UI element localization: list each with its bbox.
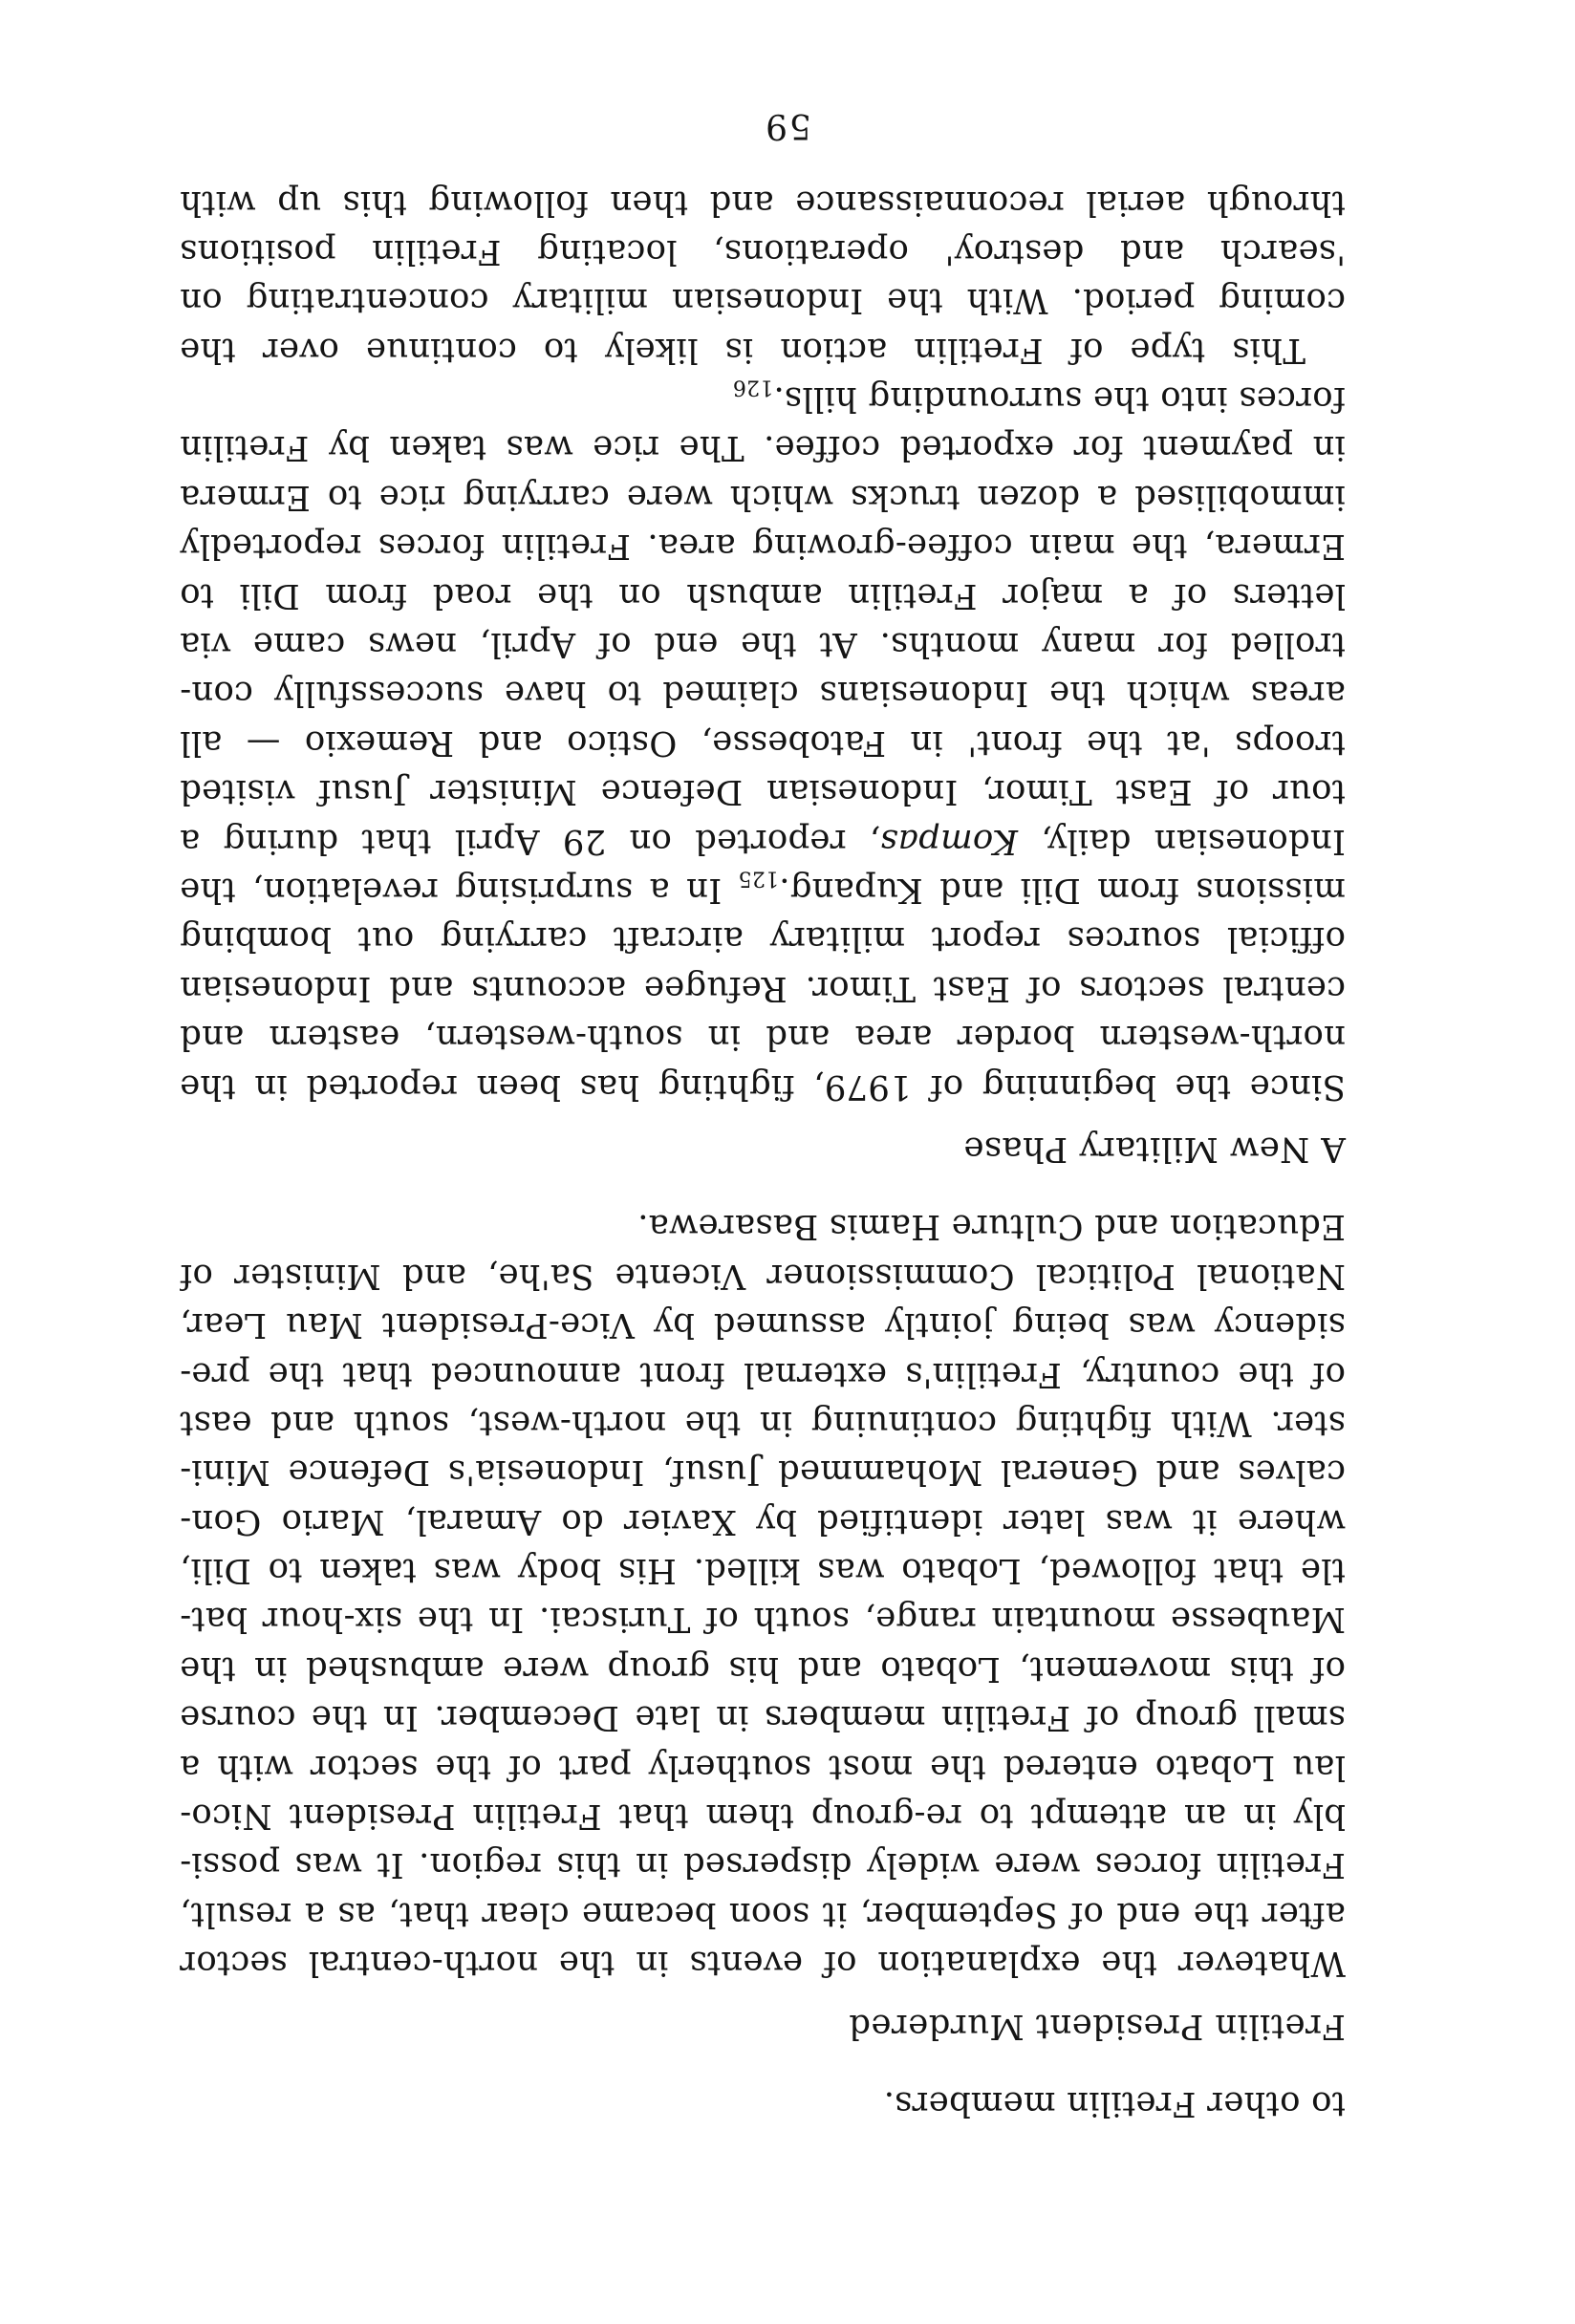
text-fragment: , reported on 29 April that during a (180, 821, 881, 861)
text-line: through aerial reconnaissance and then following this up with (180, 183, 1346, 223)
text-line: Since the beginning of 1979, fighting has been reported in the (180, 1066, 1346, 1107)
text-line: after the end of September, it soon became clear that, as a result, (180, 1894, 1346, 1934)
body-text (180, 178, 1346, 2128)
text-line: trolled for many months. At the end of April, news came via (180, 625, 1346, 665)
text-line: calves and General Mohammed Jusuf, Indonesia's Defence Mini- (180, 1452, 1346, 1493)
footnote-ref: 126 (732, 375, 774, 399)
text-line: Whatever the explanation of events in the north-central sector (180, 1944, 1346, 1984)
text-line: sidency was being jointly assumed by Vice-President Mau Lear, (180, 1305, 1346, 1345)
text-line: National Political Commissioner Vicente Sa'he, and Minister of (180, 1256, 1346, 1296)
text-fragment: In a surprising revelation, the (180, 871, 739, 911)
text-line: Ermera, the main coffee-growing area. Fretilin forces reportedly (180, 527, 1346, 567)
text-line: Maubesse mountain range, south of Turiscai. In the six-hour bat- (180, 1600, 1346, 1640)
text-line: ster. With fighting continuing in the north-west, south and east (180, 1403, 1346, 1443)
text-line: coming period. With the Indonesian military concentrating on (180, 281, 1346, 321)
footnote-ref: 125 (738, 866, 780, 891)
text-line: troops 'at the front' in Fatobesse, Ostico and Remexio — all (180, 722, 1346, 763)
text-line: of this movement, Lobato and his group were ambushed in the (180, 1648, 1346, 1689)
section-heading-fretilin-president-murdered: Fretilin President Murdered (848, 2006, 1346, 2046)
paragraph-fretilin-president (180, 1202, 1346, 1988)
text-line: central sectors of East Timor. Refugee accounts and Indonesian (180, 968, 1346, 1008)
text-line: tour of East Timor, Indonesian Defence Minister Jusuf visited (180, 772, 1346, 812)
paragraph-fretilin-action (180, 178, 1346, 375)
text-line: This type of Fretilin action is likely to continue over the (180, 330, 1305, 370)
newspaper-name: Kompas (880, 821, 1019, 861)
text-line: in payment for exported coffee. The rice was taken by Fretilin (180, 428, 1346, 468)
text-line: bly in an attempt to re-group them that Fretilin President Nico- (180, 1797, 1346, 1837)
text-line: small group of Fretilin members in late December. In the course (180, 1698, 1346, 1738)
text-line: tle that followed, Lobato was killed. His body was taken to Dili, (180, 1551, 1346, 1591)
text-line (180, 375, 1346, 423)
text-fragment: missions from Dili and Kupang. (779, 871, 1346, 911)
text-line: official sources report military aircraft carrying out bombing (180, 919, 1346, 959)
text-line: Education and Culture Hamis Basarewa. (637, 1207, 1346, 1247)
section-heading-new-military-phase: A New Military Phase (963, 1129, 1346, 1169)
text-line: immobilised a dozen trucks which were carrying rice to Ermera (180, 477, 1346, 517)
page-number: 59 (764, 106, 811, 145)
text-line: 'search and destroy' operations, locating Fretilin positions (180, 231, 1346, 271)
text-line (180, 866, 1346, 915)
text-line: areas which the Indonesians claimed to have successfully con- (180, 674, 1346, 714)
text-fragment: Indonesian daily, (1018, 821, 1346, 861)
text-line: where it was later identified by Xavier do Amaral, Mario Gon- (180, 1501, 1346, 1541)
text-line: lau Lobato entered the most southerly part of the sector with a (180, 1747, 1346, 1787)
text-line (180, 816, 1346, 865)
text-fragment: forces into the surrounding hills. (773, 379, 1346, 420)
text-line: north-western border area and in south-western, eastern and (180, 1018, 1346, 1058)
text-line: letters of a major Fretilin ambush on the road from Dili to (180, 575, 1346, 615)
text-line: to other Fretilin members. (883, 2084, 1346, 2123)
text-line: Fretilin forces were widely dispersed in this region. It was possi- (180, 1845, 1346, 1885)
text-line: of the country, Fretilin's external front announced that the pre- (180, 1354, 1346, 1394)
paragraph-new-military-phase (180, 375, 1346, 1111)
